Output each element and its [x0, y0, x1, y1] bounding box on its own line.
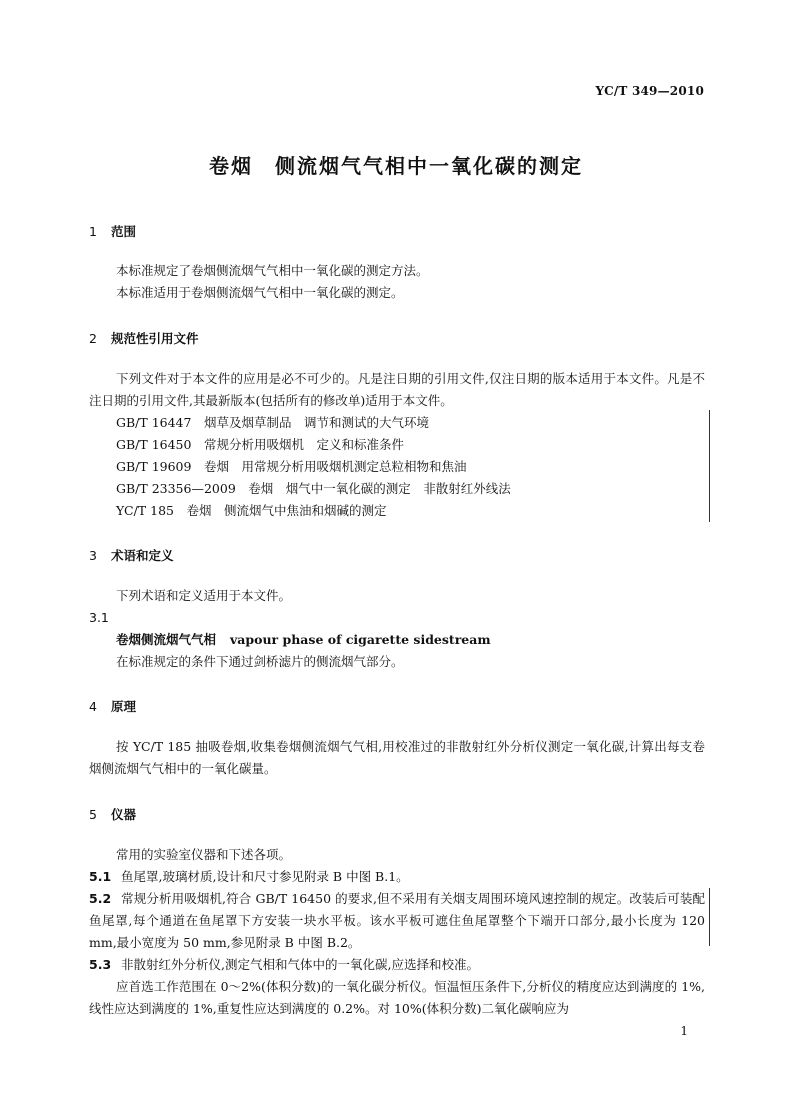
section-5-heading — [89, 805, 136, 823]
section-2-heading — [89, 329, 199, 347]
section-2-intro: 下列文件对于本文件的应用是必不可少的。凡是注日期的引用文件,仅注日期的版本适用于本文件。凡是不注日期的引用文件,其最新版本(包括所有的修改单)适用于本文件。 — [89, 371, 705, 408]
section-number: 4 — [89, 699, 97, 714]
clause-5-2 — [89, 888, 705, 954]
section-1-para-2: 本标准适用于卷烟侧流烟气气相中一氧化碳的测定。 — [116, 285, 404, 300]
section-3-intro: 下列术语和定义适用于本文件。 — [116, 588, 292, 603]
reference-item: GB/T 16450 常规分析用吸烟机 定义和标准条件 — [116, 437, 404, 452]
subclause-3-1-number: 3.1 — [89, 610, 109, 625]
revision-bar — [709, 888, 710, 946]
clause-5-3 — [89, 954, 479, 976]
section-5-intro: 常用的实验室仪器和下述各项。 — [116, 847, 292, 862]
term-definition: 在标准规定的条件下通过剑桥滤片的侧流烟气部分。 — [116, 654, 404, 669]
reference-item: GB/T 16447 烟草及烟草制品 调节和测试的大气环境 — [116, 415, 429, 430]
section-4-heading — [89, 697, 136, 715]
term-english: vapour phase of cigarette sidestream — [230, 632, 491, 647]
subclause-number — [89, 607, 121, 629]
section-title: 规范性引用文件 — [111, 331, 199, 346]
reference-item: GB/T 23356—2009 卷烟 烟气中一氧化碳的测定 非散射红外线法 — [116, 481, 511, 496]
section-number: 2 — [89, 331, 97, 346]
document-code: YC/T 349—2010 — [595, 84, 704, 98]
section-title: 原理 — [111, 699, 137, 714]
section-1-para-1: 本标准规定了卷烟侧流烟气气相中一氧化碳的测定方法。 — [116, 263, 429, 278]
section-title: 范围 — [111, 224, 137, 239]
clause-text: 非散射红外分析仪,测定气相和气体中的一氧化碳,应选择和校准。 — [121, 957, 479, 972]
section-1-heading — [89, 222, 136, 240]
document-title: 卷烟 侧流烟气气相中一氧化碳的测定 — [209, 154, 583, 178]
clause-text: 常规分析用吸烟机,符合 GB/T 16450 的要求,但不采用有关烟支周围环境风速控制的规定。改装后可装配鱼尾罩,每个通道在鱼尾罩下方安装一块水平板。该水平板可遮住鱼尾罩整个下端开口部分,最小长度为 120 mm,最小宽度为 50 mm,参见附录 B 中图 B.2。 — [89, 891, 705, 950]
section-title: 仪器 — [111, 807, 137, 822]
clause-5-1 — [89, 866, 409, 888]
clause-number: 5.1 — [89, 869, 112, 884]
section-title: 术语和定义 — [111, 548, 174, 563]
clause-text: 鱼尾罩,玻璃材质,设计和尺寸参见附录 B 中图 B.1。 — [121, 869, 409, 884]
page-number: 1 — [680, 1024, 688, 1038]
clause-number: 5.3 — [89, 957, 112, 972]
reference-item: GB/T 19609 卷烟 用常规分析用吸烟机测定总粒相物和焦油 — [116, 459, 467, 474]
section-number: 5 — [89, 807, 97, 822]
section-number: 1 — [89, 224, 97, 239]
section-4-para: 按 YC/T 185 抽吸卷烟,收集卷烟侧流烟气气相,用校准过的非散射红外分析仪测定一氧化碳,计算出每支卷烟侧流烟气气相中的一氧化碳量。 — [89, 739, 705, 776]
section-3-heading — [89, 546, 174, 564]
section-number: 3 — [89, 548, 97, 563]
revision-bar — [709, 410, 710, 522]
term-entry — [116, 629, 491, 651]
term-chinese: 卷烟侧流烟气气相 — [116, 632, 217, 647]
clause-number: 5.2 — [89, 891, 112, 906]
reference-item: YC/T 185 卷烟 侧流烟气中焦油和烟碱的测定 — [116, 503, 387, 518]
clause-5-3-detail: 应首选工作范围在 0～2%(体积分数)的一氧化碳分析仪。恒温恒压条件下,分析仪的精度应达到满度的 1%,线性应达到满度的 1%,重复性应达到满度的 0.2%。对 10%(体积分数)二氧化碳响应为 — [89, 979, 705, 1016]
